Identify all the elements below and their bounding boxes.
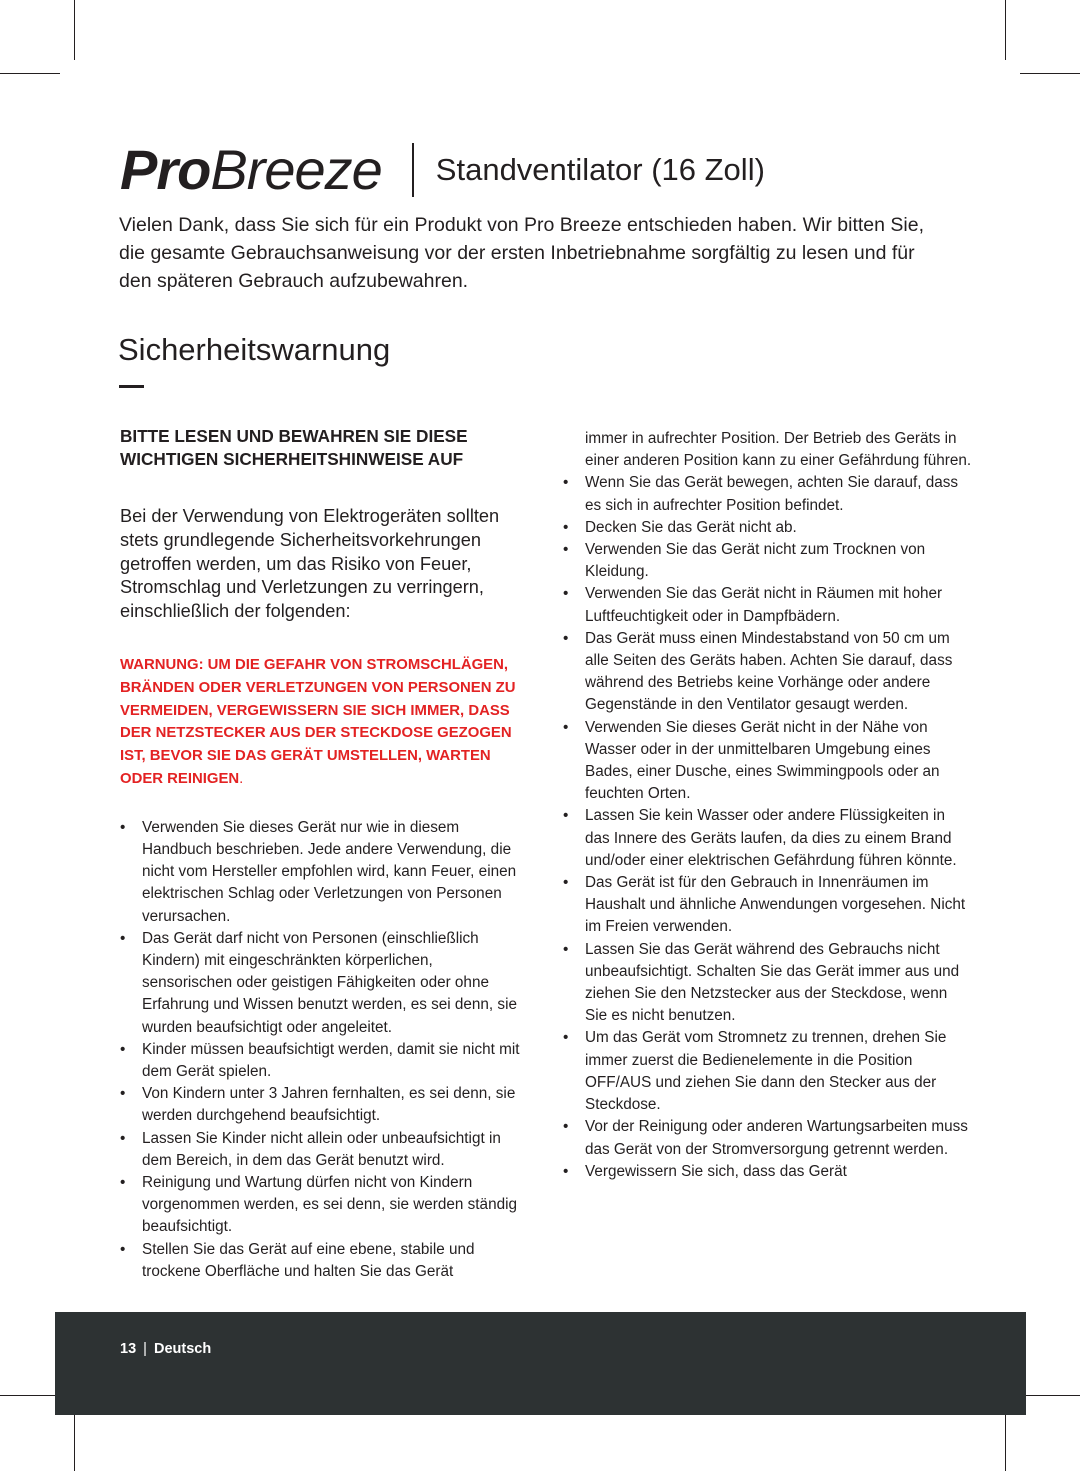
list-item <box>563 583 973 627</box>
list-item-text: Das Gerät muss einen Mindestabstand von 50 cm um alle Seiten des Geräts haben. Achten Sie darauf, dass während des Betriebs keine Vorhänge oder andere Gegenstände in den Ventilator gesaugt werden. <box>585 629 953 714</box>
list-item <box>563 872 973 939</box>
warning-paragraph <box>120 654 520 791</box>
list-item <box>120 1083 520 1127</box>
section-rule <box>119 385 144 388</box>
list-item <box>563 717 973 806</box>
list-item <box>563 939 973 1028</box>
crop-mark <box>74 0 75 60</box>
list-item-text: Verwenden Sie dieses Gerät nicht in der Nähe von Wasser oder in der unmittelbaren Umgebung eines Bades, einer Dusche, eines Swimmingpools oder an feuchten Orten. <box>585 718 940 803</box>
list-item-text: Kinder müssen beaufsichtigt werden, damit sie nicht mit dem Gerät spielen. <box>142 1040 520 1080</box>
list-item <box>563 517 973 539</box>
list-item <box>563 539 973 583</box>
intro-paragraph: Vielen Dank, dass Sie sich für ein Produkt von Pro Breeze entschieden haben. Wir bitten Sie, die gesamte Gebrauchsanweisung vor der ersten Inbetriebnahme sorgfältig zu lesen und für den späteren Gebrauch aufzubewahren. <box>119 214 925 292</box>
crop-mark <box>1020 1395 1080 1396</box>
list-item-text: Reinigung und Wartung dürfen nicht von Kindern vorgenommen werden, es sei denn, sie werden ständig beaufsichtigt. <box>142 1174 517 1236</box>
brand-logo-bold: Pro <box>120 138 211 201</box>
crop-mark <box>1005 1411 1006 1471</box>
list-item-text: Wenn Sie das Gerät bewegen, achten Sie darauf, dass es sich in aufrechter Position befindet. <box>585 474 959 514</box>
right-bullet-list <box>563 472 973 1183</box>
bullet-icon: • <box>120 1040 126 1058</box>
list-item-text: Vor der Reinigung oder anderen Wartungsarbeiten muss das Gerät von der Stromversorgung getrennt werden. <box>585 1118 968 1158</box>
list-item <box>563 472 973 516</box>
brand-logo-light: Breeze <box>210 138 382 201</box>
list-item <box>563 1161 973 1183</box>
section-title: Sicherheitswarnung <box>118 332 391 367</box>
page-footer <box>55 1312 1026 1415</box>
list-item-text: Das Gerät darf nicht von Personen (einschließlich Kindern) mit eingeschränkten körperlichen, sensorischen oder geistigen Fähigkeiten oder ohne Erfahrung und Wissen benutzt werden, es sei denn, sie wurden beaufsichtigt oder angeleitet. <box>142 929 517 1036</box>
crop-mark <box>74 1411 75 1471</box>
bullet-icon: • <box>563 541 569 559</box>
bullet-icon: • <box>120 929 126 947</box>
list-item-text: Verwenden Sie das Gerät nicht in Räumen mit hoher Luftfeuchtigkeit oder in Dampfbädern. <box>585 585 943 625</box>
list-item <box>563 628 973 717</box>
list-item-text: Verwenden Sie das Gerät nicht zum Trocknen von Kleidung. <box>585 541 926 581</box>
general-paragraph: Bei der Verwendung von Elektrogeräten sollten stets grundlegende Sicherheitsvorkehrungen getroffen werden, um das Risiko von Feuer, Stromschlag und Verletzungen zu verringern, einschließlich der folgenden: <box>120 506 500 622</box>
bullet-icon: • <box>120 1240 126 1258</box>
list-item <box>563 805 973 872</box>
list-item-text: Lassen Sie das Gerät während des Gebrauchs nicht unbeaufsichtigt. Schalten Sie das Gerät immer aus und ziehen Sie den Netzstecker aus der Steckdose, wenn Sie es nicht benutzen. <box>585 940 960 1025</box>
list-item-text: Lassen Sie Kinder nicht allein oder unbeaufsichtigt in dem Bereich, in dem das Gerät benutzt wird. <box>142 1129 501 1169</box>
bullet-icon: • <box>563 585 569 603</box>
warning-text: WARNUNG: UM DIE GEFAHR VON STROMSCHLÄGEN, BRÄNDEN ODER VERLETZUNGEN VON PERSONEN ZU VERMEIDEN, VERGEWISSERN SIE SICH IMMER, DASS DER NETZSTECKER AUS DER STECKDOSE GEZOGEN IST, BEVOR SIE DAS GERÄT UMSTELLEN, WARTEN ODER REINIGEN <box>120 656 516 787</box>
bullet-icon: • <box>563 1162 569 1180</box>
list-item-text: Vergewissern Sie sich, dass das Gerät <box>585 1162 847 1180</box>
continued-text: immer in aufrechter Position. Der Betrieb des Geräts in einer anderen Position kann zu einer Gefährdung führen. <box>585 430 972 470</box>
bullet-icon: • <box>563 940 569 958</box>
bullet-icon: • <box>563 1029 569 1047</box>
list-item-text: Decken Sie das Gerät nicht ab. <box>585 518 797 536</box>
list-item-text: Stellen Sie das Gerät auf eine ebene, stabile und trockene Oberfläche und halten Sie das Gerät <box>142 1240 475 1280</box>
warning-tail: . <box>239 770 244 787</box>
list-item <box>120 1128 520 1172</box>
bullet-icon: • <box>563 718 569 736</box>
bullet-icon: • <box>120 1085 126 1103</box>
list-item <box>563 1027 973 1116</box>
list-item-text: Um das Gerät vom Stromnetz zu trennen, drehen Sie immer zuerst die Bedienelemente in die Position OFF/AUS und ziehen Sie dann den Stecker aus der Steckdose. <box>585 1029 947 1114</box>
list-item <box>120 1172 520 1239</box>
document-header <box>120 140 765 200</box>
bullet-icon: • <box>563 518 569 536</box>
footer-separator: | <box>143 1341 147 1357</box>
crop-mark <box>1020 73 1080 74</box>
crop-mark <box>0 73 60 74</box>
list-item <box>120 1239 520 1283</box>
bullet-icon: • <box>120 818 126 836</box>
list-item <box>120 817 520 928</box>
right-column <box>563 428 973 1183</box>
bullet-icon: • <box>563 807 569 825</box>
footer-language: Deutsch <box>153 1341 212 1357</box>
crop-mark <box>1005 0 1006 60</box>
bullet-icon: • <box>563 474 569 492</box>
list-item <box>120 1039 520 1083</box>
bullet-icon: • <box>563 1118 569 1136</box>
left-column <box>120 425 520 1283</box>
bullet-icon: • <box>120 1174 126 1192</box>
list-item <box>120 928 520 1039</box>
bullet-icon: • <box>563 874 569 892</box>
list-item-text: Von Kindern unter 3 Jahren fernhalten, es sei denn, sie werden durchgehend beaufsichtigt. <box>142 1085 516 1125</box>
left-bullet-list <box>120 817 520 1283</box>
crop-mark <box>0 1395 60 1396</box>
bullet-icon: • <box>563 629 569 647</box>
brand-logo <box>120 138 382 201</box>
header-divider <box>412 143 414 197</box>
footer-label <box>120 1341 211 1357</box>
list-item-text: Lassen Sie kein Wasser oder andere Flüssigkeiten in das Innere des Geräts laufen, da dies zu einem Brand und/oder einer elektrischen Gefährdung führen könnte. <box>585 807 957 869</box>
product-title: Standventilator (16 Zoll) <box>435 152 765 187</box>
bullet-icon: • <box>120 1129 126 1147</box>
list-item <box>563 1116 973 1160</box>
list-item-text: Das Gerät ist für den Gebrauch in Innenräumen im Haushalt und ähnliche Anwendungen vorgesehen. Nicht im Freien verwenden. <box>585 874 966 936</box>
list-item-text: Verwenden Sie dieses Gerät nur wie in diesem Handbuch beschrieben. Jede andere Verwendung, die nicht vom Hersteller empfohlen wird, kann Feuer, einen elektrischen Schlag oder Verletzungen von Personen verursachen. <box>142 818 517 925</box>
page-number: 13 <box>120 1341 137 1357</box>
safety-heading: BITTE LESEN UND BEWAHREN SIE DIESE WICHTIGEN SICHERHEITSHINWEISE AUF <box>120 426 468 469</box>
